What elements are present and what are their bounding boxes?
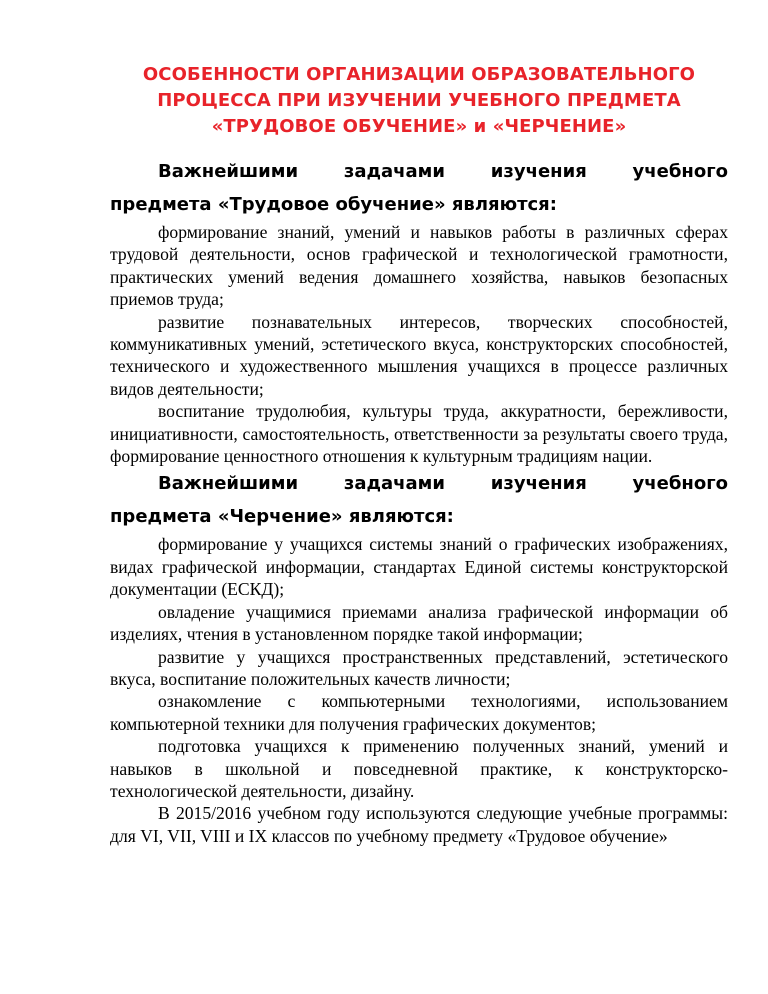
title-line-1: ОСОБЕННОСТИ ОРГАНИЗАЦИИ ОБРАЗОВАТЕЛЬНОГО [142,64,696,85]
drawing-task-paragraph: овладение учащимися приемами анализа графической информации об изделиях, чтения в установленном порядке такой информации; [110,601,728,645]
section-heading-drawing-line-2: предмета «Черчение» являются: [110,506,454,528]
drawing-task-paragraph: подготовка учащихся к применению полученных знаний, умений и навыков в школьной и повседневной практике, к конструкторско-технологической деятельности, дизайну. [110,736,728,801]
section-heading-drawing-line-1: Важнейшими задачами изучения учебного [158,473,728,495]
labor-task-paragraph: формирование знаний, умений и навыков работы в различных сферах трудовой деятельности, основ графической и технологической грамотности, практических умений ведения домашнего хозяйства, навыков безопасных приемов труда; [110,222,728,310]
document-title [110,62,728,140]
title-line-2: ПРОЦЕССА ПРИ ИЗУЧЕНИИ УЧЕБНОГО ПРЕДМЕТА [157,90,681,111]
labor-task-paragraph: воспитание трудолюбия, культуры труда, аккуратности, бережливости, инициативности, самостоятельность, ответственности за результаты своего труда, формирование ценностного отношения к культурным традициям нации. [110,401,728,467]
section-heading-drawing [110,467,728,533]
drawing-task-paragraph: ознакомление с компьютерными технологиями, использованием компьютерной техники для получения графических документов; [110,691,728,734]
section-heading-labor-line-1: Важнейшими задачами изучения учебного [158,161,728,182]
section-heading-labor [110,155,728,221]
drawing-task-paragraph: формирование у учащихся системы знаний о графических изображениях, видах графической информации, стандартах Единой системы конструкторской документации (ЕСКД); [110,534,728,600]
labor-task-paragraph: развитие познавательных интересов, творческих способностей, коммуникативных умений, эстетического вкуса, конструкторских способностей, технического и художественного мышления учащихся в процессе различных видов деятельности; [110,311,728,399]
section-heading-labor-line-2: предмета «Трудовое обучение» являются: [110,194,557,215]
drawing-task-paragraph: развитие у учащихся пространственных представлений, эстетического вкуса, воспитание положительных качеств личности; [110,646,728,689]
document-page [110,62,728,847]
title-line-3: «ТРУДОВОЕ ОБУЧЕНИЕ» и «ЧЕРЧЕНИЕ» [211,116,627,137]
closing-paragraph: В 2015/2016 учебном году используются следующие учебные программы: для VI, VII, VIII и IX классов по учебному предмету «Трудовое обучение» [110,803,728,846]
